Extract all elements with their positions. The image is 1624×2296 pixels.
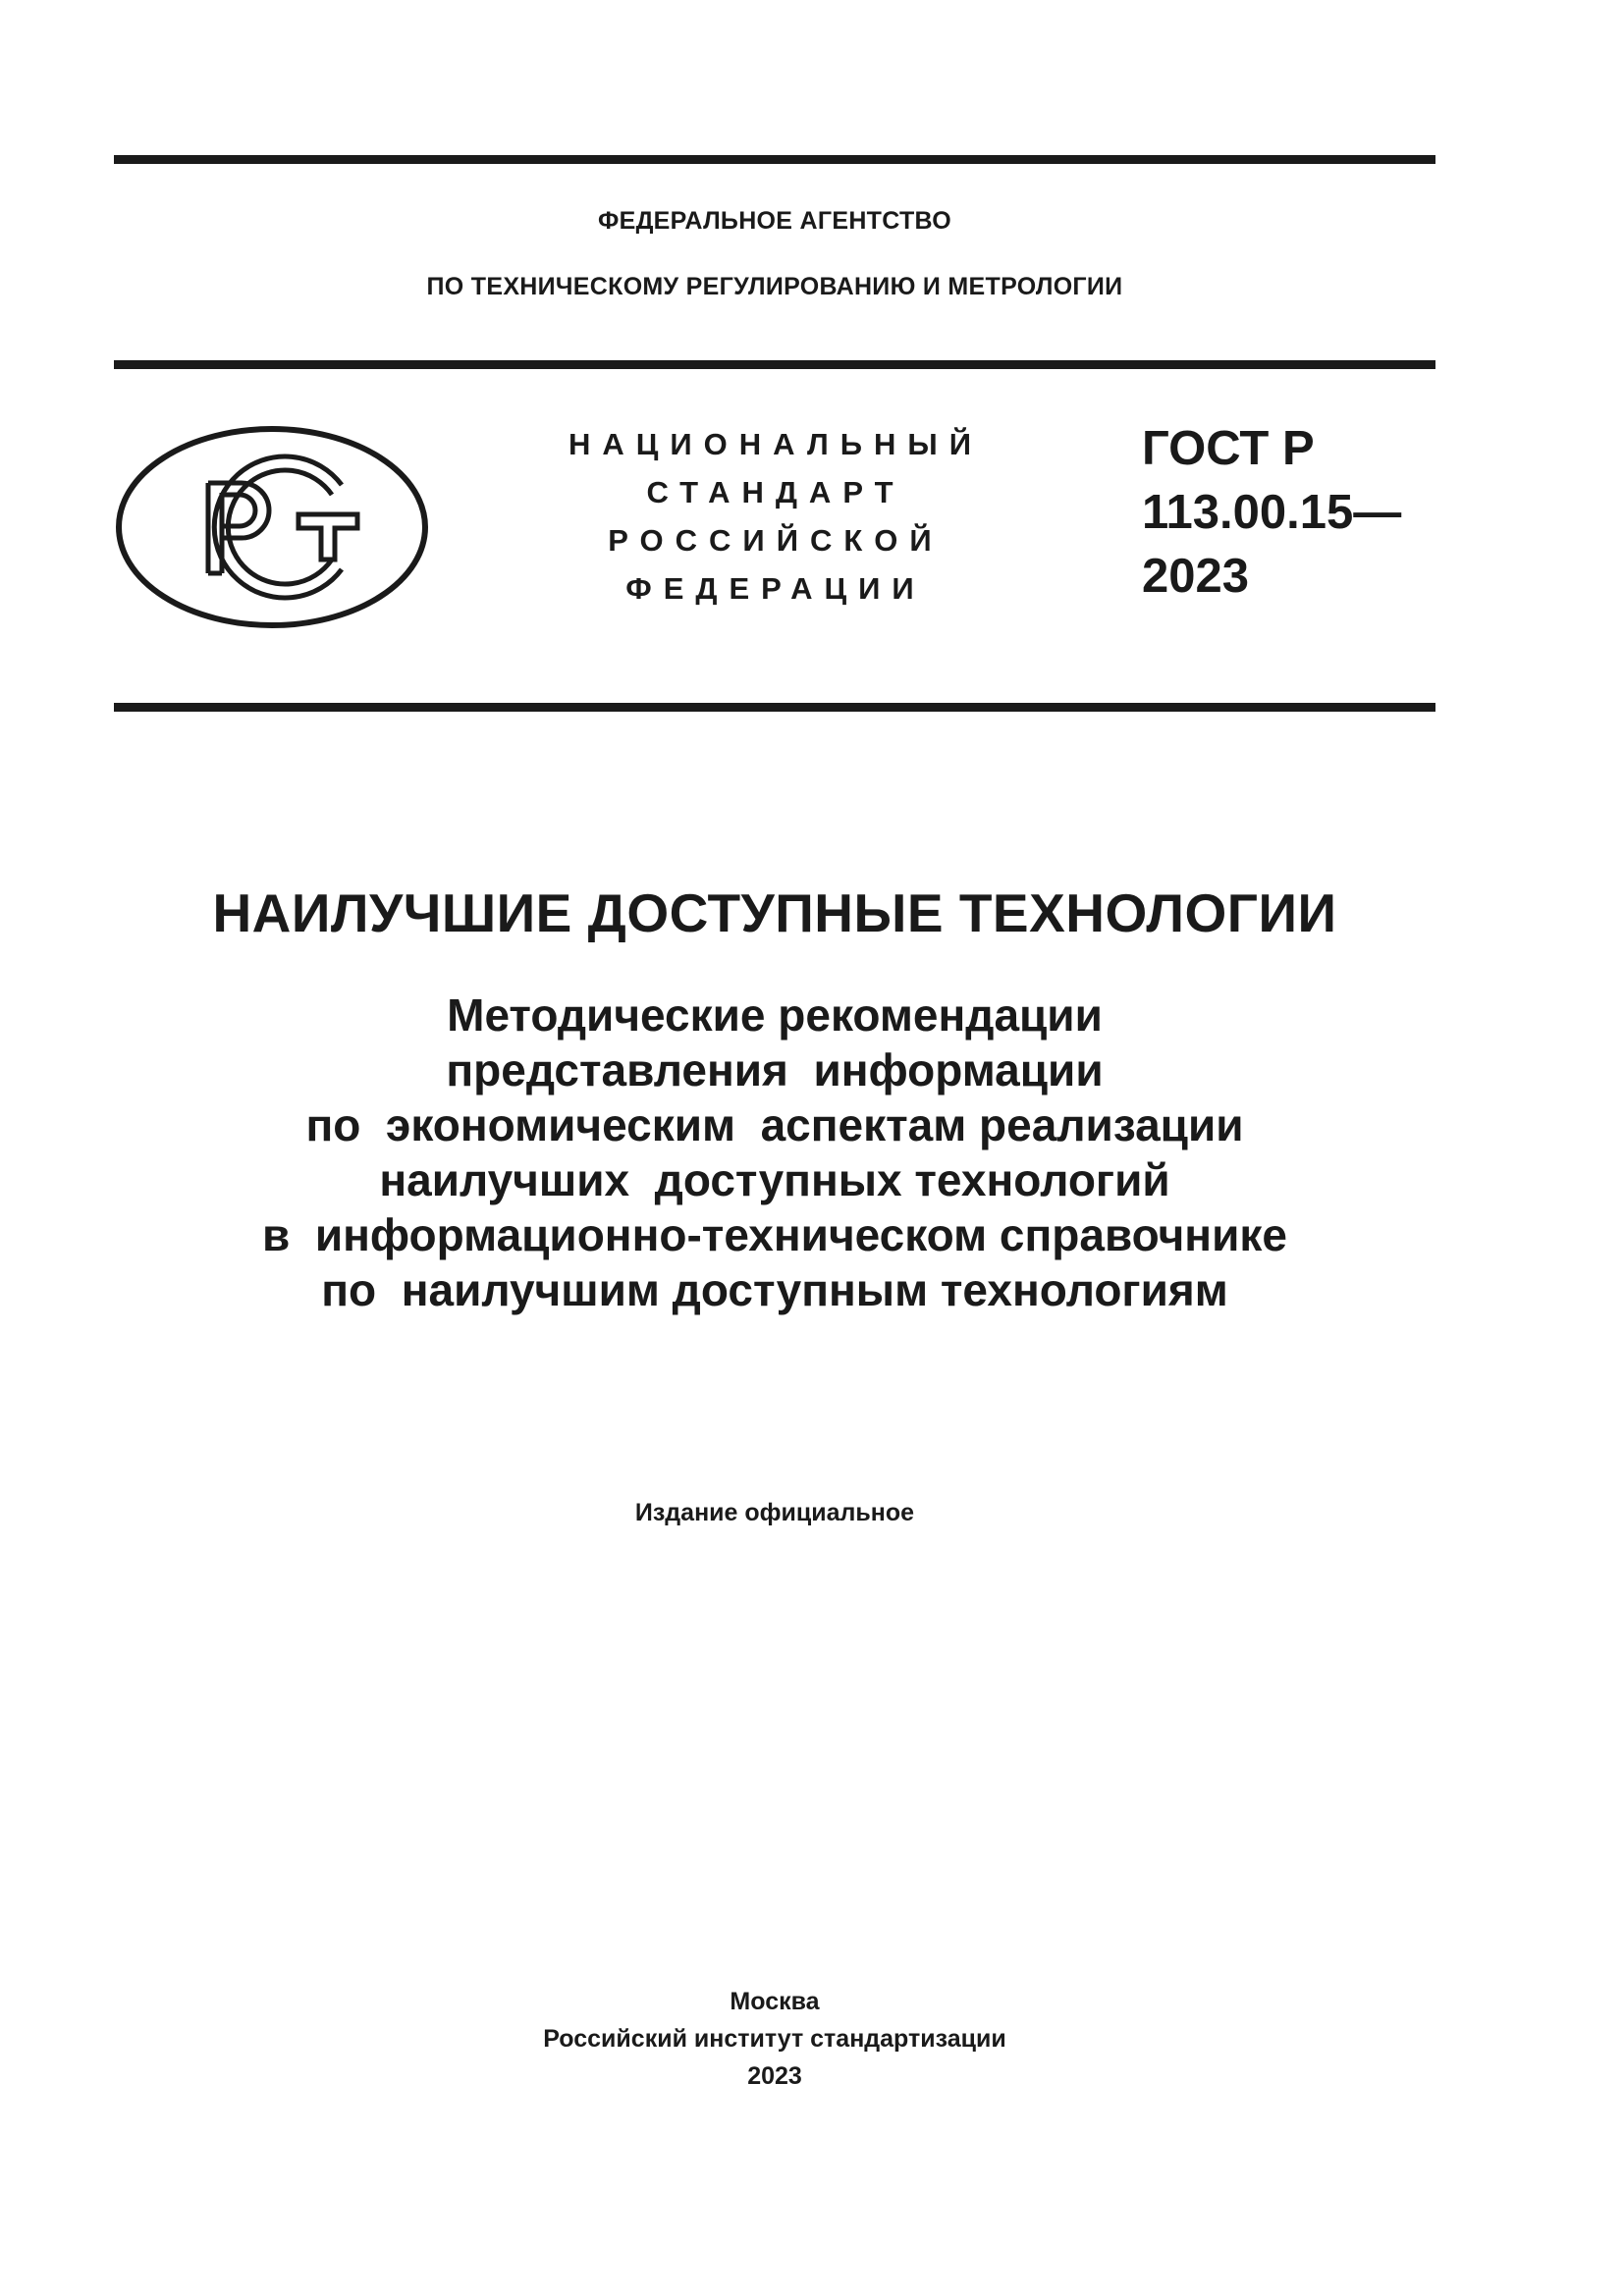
subtitle-line: по наилучшим доступным технологиям [321,1264,1228,1315]
rst-logo-icon [114,424,430,630]
agency-name-line-2: ПО ТЕХНИЧЕСКОМУ РЕГУЛИРОВАНИЮ И МЕТРОЛОГИИ [426,273,1123,300]
imprint-year: 2023 [747,2062,802,2090]
header-divider-rule [114,360,1435,369]
document-title: НАИЛУЧШИЕ ДОСТУПНЫЕ ТЕХНОЛОГИИ [212,882,1337,943]
standard-type-line-1: НАЦИОНАЛЬНЫЙ [568,427,984,461]
agency-name-line-1: ФЕДЕРАЛЬНОЕ АГЕНТСТВО [597,207,952,235]
subtitle-line: представления информации [446,1044,1104,1095]
edition-note: Издание официальное [634,1499,915,1526]
standard-type [550,420,1001,613]
standard-designation [1142,417,1401,609]
imprint [114,1983,1435,2095]
top-rule [114,155,1435,164]
rst-emblem [114,424,430,630]
standard-type-line-3: РОССИЙСКОЙ [608,523,944,558]
subtitle-line: по экономическим аспектам реализации [305,1099,1244,1150]
designation-line-2: 113.00.15— [1142,486,1402,539]
imprint-city: Москва [730,1988,820,2015]
imprint-publisher: Российский институт стандартизации [543,2025,1006,2053]
subtitle-line: Методические рекомендации [447,989,1103,1041]
document-subtitle [114,988,1435,1317]
designation-line-3: 2023 [1142,550,1250,603]
subtitle-line: в информационно-техническом справочнике [262,1209,1287,1260]
designation-line-1: ГОСТ Р [1142,422,1315,475]
designation-divider-rule [114,703,1435,712]
standard-type-line-2: СТАНДАРТ [646,475,905,509]
subtitle-line: наилучших доступных технологий [379,1154,1170,1205]
standard-type-line-4: ФЕДЕРАЦИИ [625,571,926,606]
